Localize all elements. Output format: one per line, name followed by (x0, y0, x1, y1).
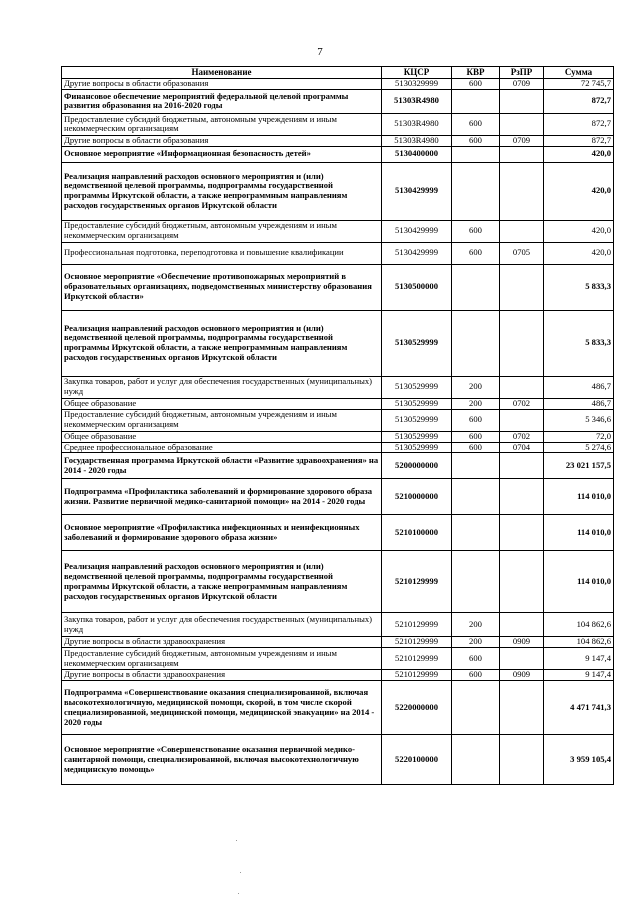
table-row (62, 89, 614, 113)
cell-kvr: 600 (452, 113, 500, 135)
cell-name: Среднее профессиональное образование (62, 442, 382, 453)
cell-rzpr (500, 479, 544, 515)
table-row (62, 431, 614, 442)
cell-kvr (452, 453, 500, 479)
cell-kcsr: 5220000000 (382, 681, 452, 735)
cell-sum: 486,7 (544, 398, 614, 409)
table-row (62, 515, 614, 551)
cell-kvr: 600 (452, 242, 500, 264)
cell-sum: 114 010,0 (544, 551, 614, 613)
cell-rzpr (500, 264, 544, 310)
cell-kvr: 600 (452, 670, 500, 681)
cell-rzpr (500, 220, 544, 242)
cell-name: Другие вопросы в области образования (62, 135, 382, 146)
table-row (62, 79, 614, 90)
table-row (62, 310, 614, 376)
cell-kvr: 200 (452, 398, 500, 409)
cell-sum: 4 471 741,3 (544, 681, 614, 735)
cell-kvr: 600 (452, 135, 500, 146)
cell-rzpr: 0702 (500, 398, 544, 409)
cell-kvr: 600 (452, 79, 500, 90)
cell-name: Общее образование (62, 431, 382, 442)
cell-kvr (452, 681, 500, 735)
cell-rzpr (500, 551, 544, 613)
cell-kcsr: 5200000000 (382, 453, 452, 479)
cell-kvr (452, 89, 500, 113)
cell-name: Общее образование (62, 398, 382, 409)
cell-sum: 72 745,7 (544, 79, 614, 90)
cell-rzpr: 0705 (500, 242, 544, 264)
cell-sum: 114 010,0 (544, 479, 614, 515)
cell-rzpr (500, 162, 544, 220)
table-row (62, 670, 614, 681)
table-row (62, 376, 614, 398)
header-sum: Сумма (544, 67, 614, 79)
cell-name: Другие вопросы в области здравоохранения (62, 670, 382, 681)
cell-kcsr: 5130529999 (382, 409, 452, 431)
cell-name: Реализация направлений расходов основного мероприятия и (или) ведомственной целевой программы, подпрограммы государственной программы Иркутской области, а также непрограммным направлениям расходов государственных органов Иркутской области (62, 551, 382, 613)
cell-kvr (452, 735, 500, 785)
cell-sum: 5 274,6 (544, 442, 614, 453)
cell-sum: 420,0 (544, 220, 614, 242)
cell-kcsr: 5210100000 (382, 515, 452, 551)
cell-kcsr: 5130429999 (382, 242, 452, 264)
cell-sum: 9 147,4 (544, 648, 614, 670)
cell-kcsr: 5130529999 (382, 376, 452, 398)
cell-kcsr: 5220100000 (382, 735, 452, 785)
cell-rzpr (500, 453, 544, 479)
cell-kcsr: 5130529999 (382, 431, 452, 442)
cell-kvr (452, 264, 500, 310)
cell-name: Предоставление субсидий бюджетным, автономным учреждениям и иным некоммерческим организациям (62, 409, 382, 431)
cell-name: Основное мероприятие «Обеспечение противопожарных мероприятий в образовательных организациях, подведомственных министерству образования Иркутской области» (62, 264, 382, 310)
cell-rzpr: 0909 (500, 637, 544, 648)
cell-sum: 5 346,6 (544, 409, 614, 431)
table-row (62, 453, 614, 479)
cell-kcsr: 5210129999 (382, 670, 452, 681)
cell-kvr: 600 (452, 431, 500, 442)
cell-name: Основное мероприятие «Совершенствование оказания первичной медико-санитарной помощи, специализированной, включая высокотехнологичную медицинскую помощь» (62, 735, 382, 785)
cell-kvr: 600 (452, 220, 500, 242)
cell-rzpr (500, 735, 544, 785)
scan-artifact (240, 872, 241, 873)
cell-rzpr (500, 376, 544, 398)
cell-sum: 420,0 (544, 242, 614, 264)
cell-kvr (452, 162, 500, 220)
cell-name: Закупка товаров, работ и услуг для обеспечения государственных (муниципальных) нужд (62, 613, 382, 637)
scan-artifact (238, 893, 239, 894)
table-row (62, 264, 614, 310)
cell-rzpr (500, 515, 544, 551)
cell-sum: 5 833,3 (544, 264, 614, 310)
cell-rzpr: 0709 (500, 79, 544, 90)
cell-kvr: 200 (452, 637, 500, 648)
cell-rzpr (500, 681, 544, 735)
cell-kcsr: 5210129999 (382, 551, 452, 613)
cell-kcsr: 5210129999 (382, 637, 452, 648)
cell-sum: 872,7 (544, 135, 614, 146)
cell-name: Предоставление субсидий бюджетным, автономным учреждениям и иным некоммерческим организациям (62, 220, 382, 242)
cell-sum: 72,0 (544, 431, 614, 442)
cell-kvr (452, 515, 500, 551)
header-kcsr: КЦСР (382, 67, 452, 79)
table-row (62, 442, 614, 453)
page-number: 7 (317, 46, 323, 58)
cell-name: Финансовое обеспечение мероприятий федеральной целевой программы развития образования на 2016-2020 годы (62, 89, 382, 113)
cell-name: Подпрограмма «Профилактика заболеваний и формирование здорового образа жизни. Развитие первичной медико-санитарной помощи» на 2014 - 2020 годы (62, 479, 382, 515)
cell-kcsr: 5130500000 (382, 264, 452, 310)
cell-name: Другие вопросы в области образования (62, 79, 382, 90)
header-name: Наименование (62, 67, 382, 79)
header-rzpr: РзПР (500, 67, 544, 79)
cell-name: Реализация направлений расходов основного мероприятия и (или) ведомственной целевой программы, подпрограммы государственной программы Иркутской области, а также непрограммным направлениям расходов государственных органов Иркутской области (62, 162, 382, 220)
cell-kcsr: 5130529999 (382, 310, 452, 376)
cell-kvr (452, 146, 500, 162)
cell-name: Основное мероприятие «Профилактика инфекционных и неинфекционных заболеваний и формирование здорового образа жизни» (62, 515, 382, 551)
cell-kvr: 600 (452, 648, 500, 670)
cell-kcsr: 5130529999 (382, 398, 452, 409)
cell-kcsr: 5130429999 (382, 162, 452, 220)
cell-kvr (452, 310, 500, 376)
cell-kcsr: 51303R4980 (382, 135, 452, 146)
table-row (62, 113, 614, 135)
cell-rzpr (500, 146, 544, 162)
cell-name: Государственная программа Иркутской области «Развитие здравоохранения» на 2014 - 2020 годы (62, 453, 382, 479)
budget-table (61, 66, 614, 785)
cell-sum: 872,7 (544, 113, 614, 135)
table-row (62, 735, 614, 785)
cell-sum: 5 833,3 (544, 310, 614, 376)
table-row (62, 551, 614, 613)
cell-sum: 3 959 105,4 (544, 735, 614, 785)
cell-sum: 872,7 (544, 89, 614, 113)
cell-rzpr: 0709 (500, 135, 544, 146)
cell-name: Профессиональная подготовка, переподготовка и повышение квалификации (62, 242, 382, 264)
cell-sum: 420,0 (544, 146, 614, 162)
table-row (62, 220, 614, 242)
table-row (62, 162, 614, 220)
table-row (62, 135, 614, 146)
cell-kvr (452, 479, 500, 515)
cell-kcsr: 51303R4980 (382, 113, 452, 135)
cell-rzpr (500, 613, 544, 637)
cell-kvr (452, 551, 500, 613)
cell-sum: 486,7 (544, 376, 614, 398)
table-row (62, 648, 614, 670)
cell-sum: 104 862,6 (544, 637, 614, 648)
cell-name: Предоставление субсидий бюджетным, автономным учреждениям и иным некоммерческим организациям (62, 113, 382, 135)
cell-rzpr (500, 113, 544, 135)
cell-rzpr (500, 89, 544, 113)
scan-artifact (236, 840, 237, 841)
cell-kcsr: 5130529999 (382, 442, 452, 453)
cell-rzpr (500, 409, 544, 431)
cell-name: Основное мероприятие «Информационная безопасность детей» (62, 146, 382, 162)
table-row (62, 613, 614, 637)
table-row (62, 681, 614, 735)
cell-name: Подпрограмма «Совершенствование оказания специализированной, включая высокотехнологичную, медицинской помощи, скорой, в том числе скорой специализированной, медицинской помощи, медицинской эвакуации» на 2014 - 2020 годы (62, 681, 382, 735)
cell-kcsr: 5130329999 (382, 79, 452, 90)
cell-rzpr: 0704 (500, 442, 544, 453)
cell-sum: 23 021 157,5 (544, 453, 614, 479)
cell-kcsr: 5130429999 (382, 220, 452, 242)
cell-kvr: 600 (452, 409, 500, 431)
cell-rzpr (500, 648, 544, 670)
table-row (62, 242, 614, 264)
table-row (62, 398, 614, 409)
table-header-row (62, 67, 614, 79)
cell-name: Предоставление субсидий бюджетным, автономным учреждениям и иным некоммерческим организациям (62, 648, 382, 670)
table-row (62, 479, 614, 515)
cell-name: Реализация направлений расходов основного мероприятия и (или) ведомственной целевой программы, подпрограммы государственной программы Иркутской области, а также непрограммным направлениям расходов государственных органов Иркутской области (62, 310, 382, 376)
cell-kvr: 200 (452, 613, 500, 637)
table-row (62, 409, 614, 431)
cell-sum: 9 147,4 (544, 670, 614, 681)
table-body (62, 79, 614, 785)
cell-rzpr (500, 310, 544, 376)
table-row (62, 637, 614, 648)
cell-kcsr: 5130400000 (382, 146, 452, 162)
cell-kvr: 200 (452, 376, 500, 398)
cell-kcsr: 5210129999 (382, 613, 452, 637)
cell-name: Другие вопросы в области здравоохранения (62, 637, 382, 648)
cell-kvr: 600 (452, 442, 500, 453)
table-row (62, 146, 614, 162)
cell-sum: 114 010,0 (544, 515, 614, 551)
cell-rzpr: 0909 (500, 670, 544, 681)
cell-kcsr: 5210000000 (382, 479, 452, 515)
cell-name: Закупка товаров, работ и услуг для обеспечения государственных (муниципальных) нужд (62, 376, 382, 398)
cell-rzpr: 0702 (500, 431, 544, 442)
cell-kcsr: 5210129999 (382, 648, 452, 670)
header-kvr: КВР (452, 67, 500, 79)
cell-kcsr: 51303R4980 (382, 89, 452, 113)
cell-sum: 104 862,6 (544, 613, 614, 637)
cell-sum: 420,0 (544, 162, 614, 220)
